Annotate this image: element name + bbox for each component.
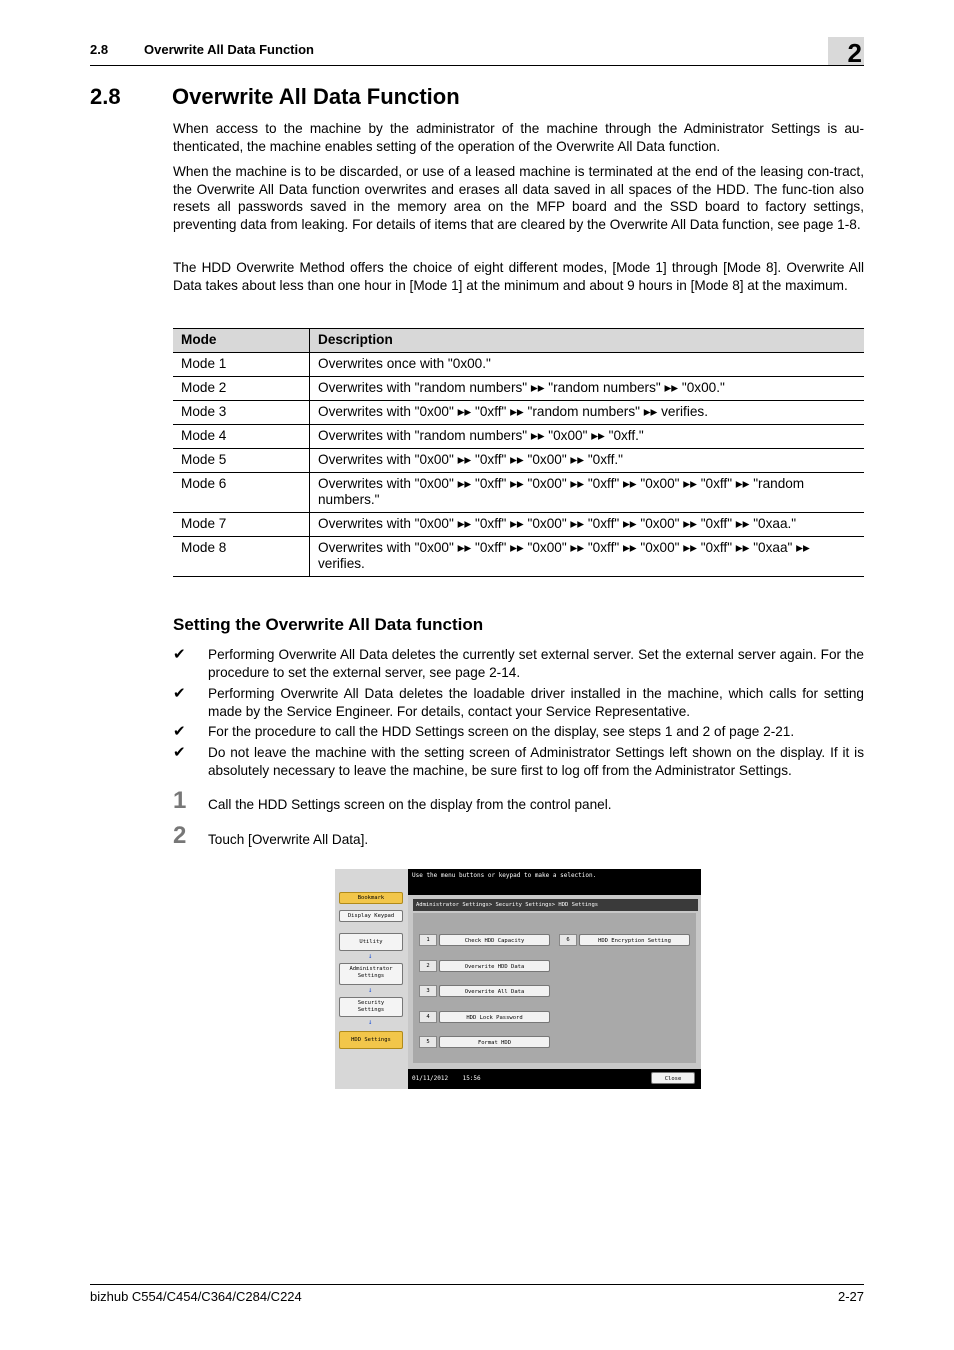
table-cell-mode: Mode 7 bbox=[173, 513, 310, 537]
header-rule bbox=[90, 65, 864, 66]
footer-model: bizhub C554/C454/C364/C284/C224 bbox=[90, 1289, 302, 1304]
check-mark-icon: ✔ bbox=[173, 723, 186, 740]
button-label-line: Settings bbox=[357, 973, 385, 979]
table-row bbox=[173, 425, 864, 449]
table-cell-description: Overwrites once with "0x00." bbox=[310, 353, 865, 377]
menu-number: 2 bbox=[419, 960, 437, 972]
hdd-lock-password-button[interactable]: HDD Lock Password bbox=[439, 1011, 550, 1023]
check-mark-icon: ✔ bbox=[173, 744, 186, 761]
table-cell-description: Overwrites with "random numbers" ▸▸ "0x00" ▸▸ "0xff." bbox=[310, 425, 865, 449]
time: 15:56 bbox=[462, 1075, 481, 1082]
modes-table bbox=[173, 328, 864, 577]
menu-number: 4 bbox=[419, 1011, 437, 1023]
step-number: 2 bbox=[173, 822, 187, 849]
overwrite-hdd-data-button[interactable]: Overwrite HDD Data bbox=[439, 960, 550, 972]
table-row bbox=[173, 353, 864, 377]
button-label-line: Security bbox=[357, 1000, 385, 1006]
chapter-number: 2 bbox=[828, 37, 864, 65]
table-cell-description: Overwrites with "0x00" ▸▸ "0xff" ▸▸ "random numbers" ▸▸ verifies. bbox=[310, 401, 865, 425]
check-item-text: Performing Overwrite All Data deletes the loadable driver installed in the machine, which calls for setting made by the Service Engineer. For details, contact your Service Representative. bbox=[208, 686, 864, 719]
step-text: Call the HDD Settings screen on the display from the control panel. bbox=[208, 797, 612, 812]
message-bar: Use the menu buttons or keypad to make a selection. bbox=[408, 869, 701, 895]
overwrite-all-data-button[interactable]: Overwrite All Data bbox=[439, 985, 550, 997]
menu-content bbox=[413, 913, 696, 1063]
table-row bbox=[173, 377, 864, 401]
check-item-text: Do not leave the machine with the setting screen of Administrator Settings left shown on the display. If it is absolutely necessary to leave the machine, be sure first to log off from the Administrator Settings. bbox=[208, 745, 864, 778]
check-mark-icon: ✔ bbox=[173, 685, 186, 702]
table-row bbox=[173, 513, 864, 537]
table-cell-description: Overwrites with "0x00" ▸▸ "0xff" ▸▸ "0x00" ▸▸ "0xff" ▸▸ "0x00" ▸▸ "0xff" ▸▸ "0xaa." bbox=[310, 513, 865, 537]
table-row bbox=[173, 449, 864, 473]
bookmark-button[interactable]: Bookmark bbox=[339, 892, 403, 904]
check-mark-icon: ✔ bbox=[173, 646, 186, 663]
check-item-text: Performing Overwrite All Data deletes the currently set external server. Set the external server again. For the procedure to set the external server, see page 2-14. bbox=[208, 647, 864, 680]
format-hdd-button[interactable]: Format HDD bbox=[439, 1036, 550, 1048]
footer-page-number: 2-27 bbox=[837, 1289, 864, 1304]
close-button[interactable]: Close bbox=[651, 1072, 695, 1084]
administrator-settings-button[interactable] bbox=[339, 963, 403, 985]
hdd-encryption-setting-button[interactable]: HDD Encryption Setting bbox=[579, 934, 690, 946]
breadcrumb: Administrator Settings> Security Settings> HDD Settings bbox=[413, 899, 698, 911]
status-bar bbox=[408, 1069, 701, 1089]
table-cell-mode: Mode 8 bbox=[173, 537, 310, 577]
table-cell-description: Overwrites with "random numbers" ▸▸ "random numbers" ▸▸ "0x00." bbox=[310, 377, 865, 401]
button-label-line: Administrator bbox=[349, 966, 393, 972]
step-text: Touch [Overwrite All Data]. bbox=[208, 832, 369, 847]
paragraph-3: The HDD Overwrite Method offers the choice of eight different modes, [Mode 1] through [Mode 8]. Overwrite All Data takes about less than one hour in [Mode 1] at the minimum and about 9 hours in [Mode 8] at the maximum. bbox=[173, 260, 864, 293]
left-menu bbox=[335, 869, 408, 1089]
paragraph-2: When the machine is to be discarded, or use of a leased machine is terminated at the end of the leasing con-tract, the Overwrite All Data function overwrites and erases all data saved in all spaces of the HDD. The func-tion also resets all passwords saved in the memory area on the MFP board and the SSD board to factory settings, preventing data from leaking. For details of items that are cleared by the Overwrite All Data function, see page 1-8. bbox=[173, 164, 864, 233]
table-cell-description: Overwrites with "0x00" ▸▸ "0xff" ▸▸ "0x00" ▸▸ "0xff." bbox=[310, 449, 865, 473]
table-cell-mode: Mode 1 bbox=[173, 353, 310, 377]
hdd-settings-button[interactable]: HDD Settings bbox=[339, 1031, 403, 1049]
running-head-title: Overwrite All Data Function bbox=[144, 42, 314, 57]
section-title-text: Overwrite All Data Function bbox=[172, 84, 460, 109]
table-row bbox=[173, 473, 864, 513]
table-cell-description: Overwrites with "0x00" ▸▸ "0xff" ▸▸ "0x00" ▸▸ "0xff" ▸▸ "0x00" ▸▸ "0xff" ▸▸ "0xaa" ▸▸ verifies. bbox=[310, 537, 865, 577]
date: 01/11/2012 bbox=[412, 1075, 449, 1082]
table-row bbox=[173, 401, 864, 425]
date-time bbox=[412, 1075, 481, 1082]
utility-button[interactable]: Utility bbox=[339, 933, 403, 951]
step-number: 1 bbox=[173, 787, 187, 814]
down-arrow-icon: ↓ bbox=[368, 1018, 373, 1026]
table-header-row bbox=[173, 329, 864, 353]
table-cell-mode: Mode 4 bbox=[173, 425, 310, 449]
table-header-mode: Mode bbox=[173, 329, 310, 353]
security-settings-button[interactable] bbox=[339, 997, 403, 1017]
check-item-text: For the procedure to call the HDD Settings screen on the display, see steps 1 and 2 of page 2-21. bbox=[208, 724, 795, 739]
menu-number: 6 bbox=[559, 934, 577, 946]
table-cell-description: Overwrites with "0x00" ▸▸ "0xff" ▸▸ "0x00" ▸▸ "0xff" ▸▸ "0x00" ▸▸ "0xff" ▸▸ "random numbers." bbox=[310, 473, 865, 513]
subsection-title: Setting the Overwrite All Data function bbox=[173, 615, 484, 634]
menu-number: 1 bbox=[419, 934, 437, 946]
table-header-description: Description bbox=[310, 329, 865, 353]
table-cell-mode: Mode 6 bbox=[173, 473, 310, 513]
check-hdd-capacity-button[interactable]: Check HDD Capacity bbox=[439, 934, 550, 946]
section-number: 2.8 bbox=[90, 84, 121, 109]
footer-rule bbox=[90, 1284, 864, 1285]
table-cell-mode: Mode 3 bbox=[173, 401, 310, 425]
main-area bbox=[408, 895, 701, 1069]
table-cell-mode: Mode 2 bbox=[173, 377, 310, 401]
table-cell-mode: Mode 5 bbox=[173, 449, 310, 473]
running-head-number: 2.8 bbox=[90, 42, 109, 57]
table-row bbox=[173, 537, 864, 577]
paragraph-1: When access to the machine by the administrator of the machine through the Administrator Settings is au-thenticated, the machine enables setting of the operation of the Overwrite All Data function. bbox=[173, 121, 864, 154]
hdd-settings-screen bbox=[335, 869, 701, 1089]
display-keypad-button[interactable]: Display Keypad bbox=[339, 910, 403, 922]
button-label-line: Settings bbox=[357, 1007, 385, 1013]
menu-number: 5 bbox=[419, 1036, 437, 1048]
menu-number: 3 bbox=[419, 985, 437, 997]
down-arrow-icon: ↓ bbox=[368, 952, 373, 960]
down-arrow-icon: ↓ bbox=[368, 986, 373, 994]
